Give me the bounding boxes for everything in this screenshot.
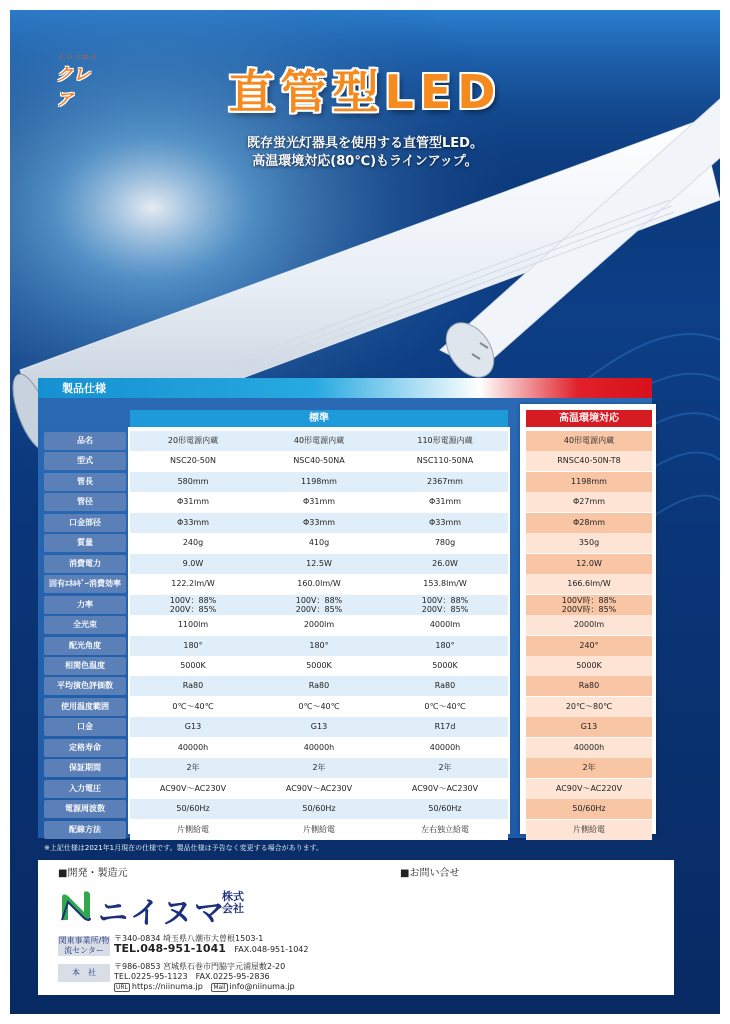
- spec-cell-standard: 4000lm: [382, 615, 508, 635]
- spec-cell-standard: 2367mm: [382, 472, 508, 492]
- spec-cell-standard: 40000h: [382, 738, 508, 758]
- spec-cell-standard: 240g: [130, 533, 256, 553]
- spec-row-label: 保証期間: [44, 759, 126, 777]
- spec-cell-standard: Φ31mm: [256, 492, 382, 512]
- spec-cell-standard: Φ31mm: [130, 492, 256, 512]
- spec-cell-line: 100V：88%: [169, 595, 217, 605]
- spec-cell-standard: Φ31mm: [382, 492, 508, 512]
- spec-cell-line: 200V：85%: [169, 604, 217, 614]
- spec-cell-standard: 122.2lm/W: [130, 574, 256, 594]
- spec-cell-high-temp: 350g: [526, 533, 652, 553]
- spec-cell-standard: 2年: [130, 758, 256, 778]
- spec-cell-standard: 180°: [130, 636, 256, 656]
- spec-cell-standard: 20形電源内蔵: [130, 431, 256, 451]
- spec-cell-line: 200V時：85%: [561, 604, 617, 614]
- spec-row-label: 電源周波数: [44, 800, 126, 818]
- spec-cell-standard: 780g: [382, 533, 508, 553]
- spec-cell-high-temp: 片側給電: [526, 820, 652, 840]
- spec-row-label: 全光束: [44, 616, 126, 634]
- spec-cell-standard: NSC20-50N: [130, 451, 256, 471]
- url-label: URL: [116, 984, 128, 991]
- spec-cell-standard: 左右独立給電: [382, 820, 508, 840]
- spec-cell-high-temp: Ra80: [526, 676, 652, 696]
- spec-row-label: 入力電圧: [44, 780, 126, 798]
- spec-cell-standard: 片側給電: [130, 820, 256, 840]
- spec-cell-line: 200V：85%: [421, 604, 469, 614]
- spec-row: [0, 656, 710, 676]
- spec-cell-standard: AC90V〜AC230V: [130, 779, 256, 799]
- spec-cell-line: 100V：88%: [295, 595, 343, 605]
- spec-cell-standard: 2年: [382, 758, 508, 778]
- spec-row-label: 品名: [44, 432, 126, 450]
- spec-row: [0, 820, 710, 840]
- spec-row: [0, 615, 710, 635]
- branch-tag: 関東事業所/物流センター: [58, 936, 110, 955]
- spec-row: [0, 738, 710, 758]
- spec-row-label: 相関色温度: [44, 657, 126, 675]
- spec-cell-standard: 片側給電: [256, 820, 382, 840]
- contact-label: ■お問い合せ: [400, 868, 460, 879]
- spec-row-label: 口金部径: [44, 514, 126, 532]
- spec-row: [0, 717, 710, 737]
- spec-row-label: 管径: [44, 493, 126, 511]
- spec-cell-standard: 5000K: [130, 656, 256, 676]
- spec-row-label: 固有ｴﾈﾙｷﾞｰ消費効率: [44, 575, 126, 593]
- branch-contact: [114, 944, 308, 955]
- branch-fax: FAX.048-951-1042: [234, 945, 309, 954]
- spec-row: [0, 799, 710, 819]
- spec-cell-standard: R17d: [382, 717, 508, 737]
- spec-row-label: 定格寿命: [44, 739, 126, 757]
- spec-cell-high-temp: 1198mm: [526, 472, 652, 492]
- spec-row: [0, 574, 710, 594]
- spec-cell-standard: 1100lm: [130, 615, 256, 635]
- company-suffix: 株式会社: [222, 890, 244, 915]
- spec-cell-standard: 153.8lm/W: [382, 574, 508, 594]
- spec-cell-standard: 50/60Hz: [130, 799, 256, 819]
- spec-cell-standard: Φ33mm: [382, 513, 508, 533]
- spec-cell-standard: AC90V〜AC230V: [256, 779, 382, 799]
- spec-banner: [38, 378, 652, 398]
- spec-row: [0, 451, 710, 471]
- spec-cell-high-temp: 50/60Hz: [526, 799, 652, 819]
- spec-row-label: 配光角度: [44, 637, 126, 655]
- spec-row: [0, 758, 710, 778]
- spec-cell-high-temp: 20℃〜80℃: [526, 697, 652, 717]
- spec-cell-standard: 12.5W: [256, 554, 382, 574]
- spec-cell-standard: 40000h: [256, 738, 382, 758]
- spec-cell-standard: [130, 595, 256, 615]
- spec-cell-standard: 2年: [256, 758, 382, 778]
- spec-heading: 製品仕様: [62, 382, 106, 395]
- spec-row: [0, 676, 710, 696]
- website-link[interactable]: https://niinuma.jp: [131, 982, 203, 991]
- company-name: ニイヌマ: [98, 896, 226, 931]
- spec-cell-standard: 160.0lm/W: [256, 574, 382, 594]
- spec-cell-standard: Ra80: [256, 676, 382, 696]
- spec-row: [0, 697, 710, 717]
- spec-row-label: 口金: [44, 718, 126, 736]
- spec-cell-high-temp: 12.0W: [526, 554, 652, 574]
- company-logo-icon: [58, 888, 94, 924]
- spec-cell-high-temp: 166.6lm/W: [526, 574, 652, 594]
- brand-name: クレア: [56, 65, 90, 110]
- spec-cell-line: 200V：85%: [295, 604, 343, 614]
- spec-row-label: 質量: [44, 534, 126, 552]
- spec-cell-high-temp: 5000K: [526, 656, 652, 676]
- spec-row: [0, 636, 710, 656]
- branch-address: 〒340-0834 埼玉県八潮市大曽根1503-1: [114, 934, 264, 943]
- spec-cell-standard: G13: [130, 717, 256, 737]
- spec-cell-standard: 5000K: [256, 656, 382, 676]
- spec-cell-standard: 0℃〜40℃: [256, 697, 382, 717]
- brand-top-text: ｃｏｓｍｏ: [58, 53, 98, 61]
- spec-row-label: 使用温度範囲: [44, 698, 126, 716]
- spec-row-label: 配線方法: [44, 821, 126, 839]
- spec-cell-standard: 180°: [256, 636, 382, 656]
- spec-cell-standard: Φ33mm: [130, 513, 256, 533]
- spec-cell-standard: 410g: [256, 533, 382, 553]
- spec-row-label: 力率: [44, 596, 126, 614]
- spec-cell-standard: 50/60Hz: [382, 799, 508, 819]
- page-title: 直管型LED: [228, 65, 502, 119]
- spec-cell-standard: AC90V〜AC230V: [382, 779, 508, 799]
- spec-cell-standard: 1198mm: [256, 472, 382, 492]
- spec-cell-standard: 580mm: [130, 472, 256, 492]
- spec-cell-standard: 5000K: [382, 656, 508, 676]
- spec-cell-standard: NSC40-50NA: [256, 451, 382, 471]
- spec-cell-standard: 40000h: [130, 738, 256, 758]
- spec-cell-high-temp: 2年: [526, 758, 652, 778]
- spec-row-label: 管長: [44, 473, 126, 491]
- spec-row: [0, 472, 710, 492]
- hq-telfax: TEL.0225-95-1123 FAX.0225-95-2836: [114, 972, 270, 981]
- spec-cell-standard: 0℃〜40℃: [130, 697, 256, 717]
- spec-cell-standard: Ra80: [382, 676, 508, 696]
- spec-cell-standard: 0℃〜40℃: [382, 697, 508, 717]
- spec-row: [0, 554, 710, 574]
- spec-cell-standard: Φ33mm: [256, 513, 382, 533]
- spec-row: [0, 533, 710, 553]
- branch-tel: TEL.048-951-1041: [114, 942, 226, 955]
- spec-cell-standard: 50/60Hz: [256, 799, 382, 819]
- spec-cell-standard: 40形電源内蔵: [256, 431, 382, 451]
- spec-row: [0, 595, 710, 615]
- email-link[interactable]: info@niinuma.jp: [229, 982, 295, 991]
- spec-cell-standard: [382, 595, 508, 615]
- spec-cell-high-temp: G13: [526, 717, 652, 737]
- spec-cell-standard: [256, 595, 382, 615]
- spec-cell-standard: 2000lm: [256, 615, 382, 635]
- spec-cell-high-temp: 40000h: [526, 738, 652, 758]
- spec-cell-line: 100V時：88%: [561, 595, 617, 605]
- spec-cell-high-temp: [526, 595, 652, 615]
- spec-row: [0, 492, 710, 512]
- spec-row-label: 平均演色評価数: [44, 677, 126, 695]
- hq-tag: 本 社: [58, 964, 110, 982]
- subtitle-line-2: 高温環境対応(80℃)もラインアップ。: [252, 154, 478, 169]
- spec-cell-high-temp: 240°: [526, 636, 652, 656]
- spec-row-label: 消費電力: [44, 555, 126, 573]
- hq-address: 〒986-0853 宮城県石巻市門脇字元浦屋敷2-20: [114, 962, 286, 971]
- spec-row: [0, 513, 710, 533]
- spec-cell-high-temp: 2000lm: [526, 615, 652, 635]
- spec-cell-standard: 180°: [382, 636, 508, 656]
- web-contact: [114, 982, 295, 993]
- spec-cell-high-temp: RNSC40-50N-T8: [526, 451, 652, 471]
- spec-row: [0, 431, 710, 451]
- spec-cell-high-temp: Φ27mm: [526, 492, 652, 512]
- standard-header: 標準: [130, 410, 508, 427]
- spec-cell-standard: 110形電源内蔵: [382, 431, 508, 451]
- spec-cell-standard: NSC110-50NA: [382, 451, 508, 471]
- spec-cell-high-temp: Φ28mm: [526, 513, 652, 533]
- spec-cell-line: 100V：88%: [421, 595, 469, 605]
- spec-cell-standard: Ra80: [130, 676, 256, 696]
- spec-cell-standard: G13: [256, 717, 382, 737]
- spec-cell-high-temp: 40形電源内蔵: [526, 431, 652, 451]
- spec-cell-standard: 26.0W: [382, 554, 508, 574]
- spec-note: ※上記仕様は2021年1月現在の仕様です。製品仕様は予告なく変更する場合があります。: [44, 844, 324, 852]
- spec-row-label: 型式: [44, 452, 126, 470]
- subtitle-line-1: 既存蛍光灯器具を使用する直管型LED。: [247, 136, 483, 151]
- spec-cell-high-temp: AC90V〜AC220V: [526, 779, 652, 799]
- spec-row: [0, 779, 710, 799]
- mail-label: Mail: [213, 984, 226, 991]
- high-temp-header: 高温環境対応: [526, 410, 652, 427]
- spec-cell-standard: 9.0W: [130, 554, 256, 574]
- maker-label: ■開発・製造元: [58, 868, 128, 879]
